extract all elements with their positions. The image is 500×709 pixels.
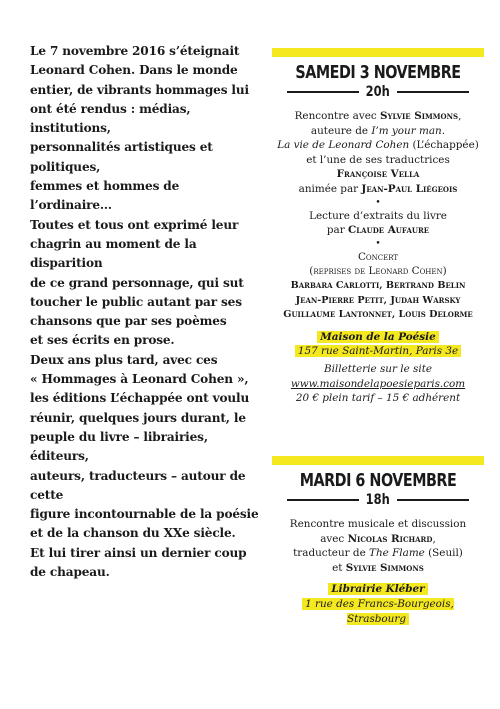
intro-text: Le 7 novembre 2016 s’éteignait Leonard Cohen. Dans le monde entier, de vibrants hommages lui ont été rendus : médias, institutions, personnalités artistiques et politiques, femmes et hommes de l’ordinaire… Toutes et tous ont exprimé leur chagrin au moment de la disparition de ce grand personnage, qui sut toucher le public autant par ses chansons que par ses poèmes et ses écrits en prose. Deux ans plus tard, avec ces « Hommages à Leonard Cohen », les éditions L’échappée ont voulu réunir, quelques jours durant, le peuple du livre – librairies, éditeurs, auteurs, traducteurs – autour de cette figure incontournable de la poésie et de la chanson du XXe siècle. Et lui tirer ainsi un dernier coup de chapeau. <box>30 44 259 580</box>
author-line: et Sylvie Simmons <box>332 561 424 574</box>
book-title: The Flame <box>369 547 425 560</box>
guest-line: avec Nicolas Richard, <box>320 532 436 545</box>
reader-line: par Claude Aufaure <box>326 224 430 237</box>
guest-name: Nicolas Richard <box>347 532 433 545</box>
author-name: Sylvie Simmons <box>379 110 459 122</box>
concert-subtitle: (reprises de Leonard Cohen) <box>309 265 447 278</box>
event-time: 20h <box>365 84 391 100</box>
book-title: I’m your man. <box>371 124 446 137</box>
performers-line-1: Barbara Carlotti, Bertrand Belin <box>290 279 466 291</box>
event-time-row <box>272 492 484 508</box>
rule-right <box>397 91 469 92</box>
yellow-bar <box>272 48 484 57</box>
rencontre-line: Rencontre avec Sylvie Simmons, <box>294 110 462 122</box>
moderator-line: animée par Jean-Paul Liégeois <box>298 182 458 195</box>
bullet: • <box>375 238 381 249</box>
ticket-info: Billetterie sur le site <box>323 362 433 375</box>
author-name: Sylvie Simmons <box>345 561 424 574</box>
event-date: SAMEDI 3 NOVEMBRE <box>295 63 461 83</box>
venue-name: Maison de la Poésie <box>317 331 438 343</box>
reading-line: Lecture d’extraits du livre <box>309 209 447 222</box>
event-time: 18h <box>365 492 391 508</box>
translator-name: Françoise Vella <box>336 168 420 181</box>
reader-name: Claude Aufaure <box>347 224 430 237</box>
translator-intro: et l’une de ses traductrices <box>306 153 450 166</box>
rule-left <box>287 91 359 92</box>
venue-name: Librairie Kléber <box>328 583 427 595</box>
rule-right <box>397 499 469 500</box>
rule-left <box>287 499 359 500</box>
author-line: auteure de I’m your man. <box>310 124 446 137</box>
bullet: • <box>375 197 381 208</box>
translator-line: traducteur de The Flame (Seuil) <box>293 547 463 560</box>
yellow-bar <box>272 456 484 465</box>
moderator-name: Jean-Paul Liégeois <box>361 182 458 195</box>
performers-line-2: Jean-Pierre Petit, Judah Warsky <box>295 294 461 306</box>
book-subtitle-line: La vie de Leonard Cohen (L’échappée) <box>277 139 479 152</box>
event-date: MARDI 6 NOVEMBRE <box>299 471 457 491</box>
concert-title: Concert <box>357 250 399 263</box>
meeting-line: Rencontre musicale et discussion <box>289 518 467 530</box>
ticket-prices: 20 € plein tarif – 15 € adhérent <box>295 392 461 405</box>
website-link[interactable]: www.maisondelapoesieparis.com <box>290 377 466 390</box>
venue-address: 1 rue des Francs-Bourgeois, Strasbourg <box>302 598 454 625</box>
event-saturday <box>272 48 484 406</box>
performers-line-3: Guillaume Lantonnet, Louis Delorme <box>283 309 473 321</box>
venue-address: 157 rue Saint-Martin, Paris 3e <box>295 345 461 357</box>
event-tuesday <box>272 456 484 626</box>
event-time-row <box>272 84 484 100</box>
